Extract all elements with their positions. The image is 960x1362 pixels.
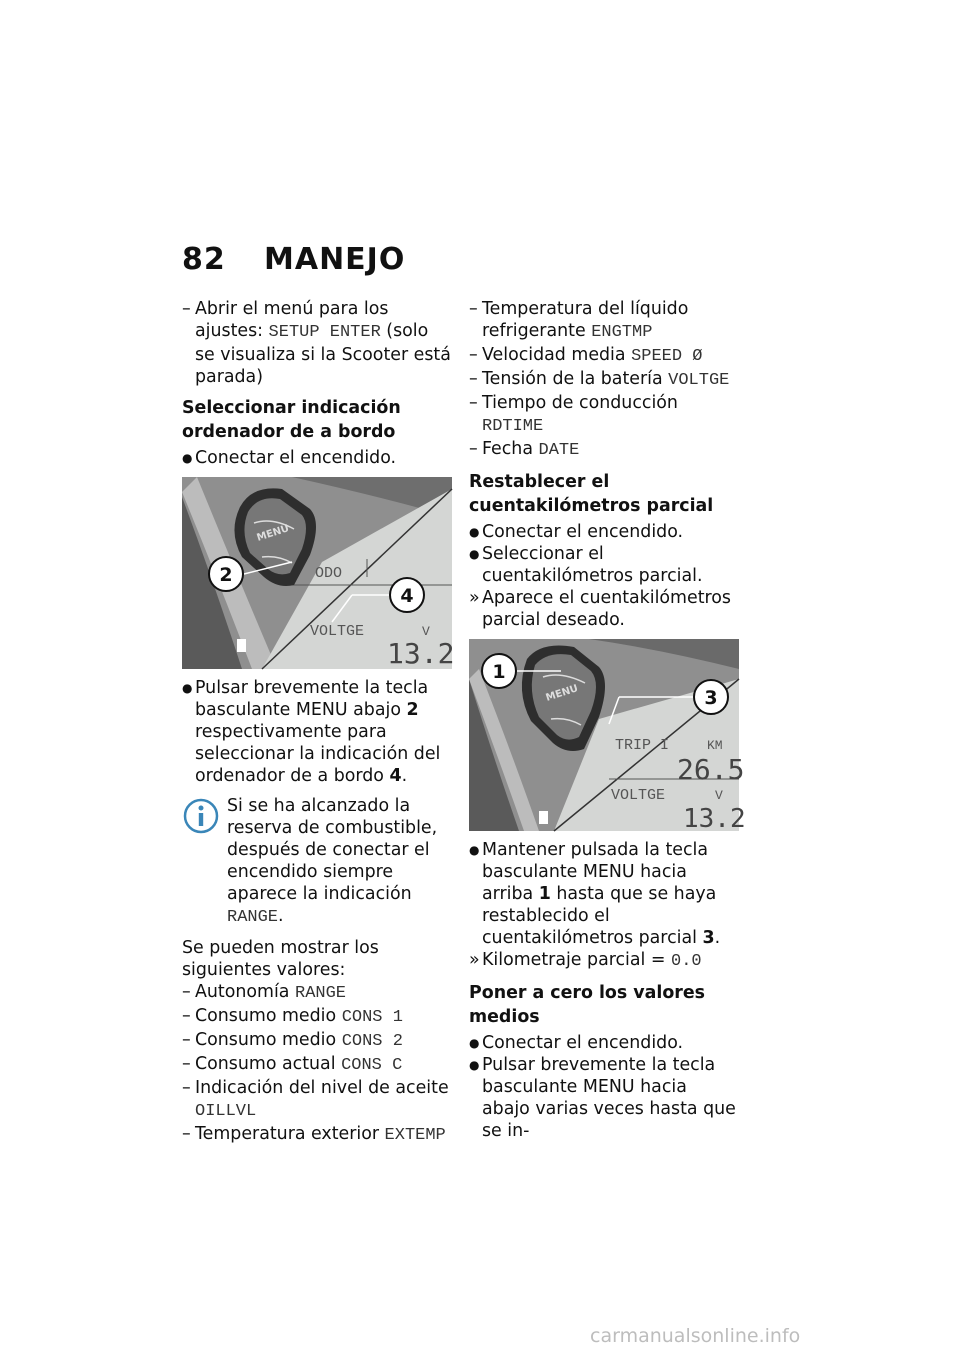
code-setup-enter: SETUP ENTER (268, 323, 381, 342)
heading-select-display: Seleccionar indicación ordenador de a bordo (182, 398, 401, 442)
heading-reset-trip: Restablecer el cuentakilómetros parcial (469, 472, 714, 516)
svg-text:TRIP I: TRIP I (615, 737, 670, 754)
bullet-press-menu: ● Pulsar brevemente la tecla basculante MENU abajo 2 respectivamente para seleccionar la indicación del ordenador de a bordo 4. (182, 678, 441, 786)
heading-reset-averages: Poner a cero los valores medios (469, 983, 705, 1027)
left-column (182, 298, 455, 1147)
bullet-ignition-2: ● Conectar el encendido. (469, 522, 684, 542)
bullet-select-trip: ● Seleccionar el cuentakilómetros parcial. (469, 544, 703, 586)
bullet-marker: ● (182, 451, 193, 465)
intro-step: – Abrir el menú para los ajustes: SETUP ENTER (solo se visualiza si la Scooter está parada) (182, 299, 451, 387)
list-item: – Consumo medio CONS 1 (182, 1006, 403, 1027)
svg-text:VOLTGE: VOLTGE (611, 787, 666, 804)
svg-text:13.2: 13.2 (683, 804, 746, 834)
svg-text:4: 4 (400, 585, 414, 607)
svg-text:MENU: MENU (255, 523, 291, 544)
svg-text:2: 2 (219, 564, 233, 586)
svg-text:1: 1 (492, 661, 506, 683)
svg-text:26.5: 26.5 (677, 753, 745, 786)
values-list-left (182, 981, 452, 1147)
dash-marker: – (182, 299, 191, 319)
svg-text:VOLTGE: VOLTGE (310, 623, 365, 640)
figure-menu-up (469, 639, 746, 834)
result-trip-shown: » Aparece el cuentakilómetros parcial deseado. (469, 588, 731, 630)
values-list-right (469, 298, 739, 462)
list-item: – Temperatura exterior EXTEMP (182, 1124, 446, 1145)
bullet-ignition: ● Conectar el encendido. (182, 448, 397, 468)
list-item: – Temperatura del líquido refrigerante ENGTMP (469, 299, 689, 342)
bullet-hold-menu: ● Mantener pulsada la tecla basculante MENU hacia arriba 1 hasta que se haya restablecido el cuentakilómetros parcial 3. (469, 840, 721, 948)
svg-text:V: V (422, 624, 430, 639)
svg-text:MENU: MENU (544, 683, 580, 704)
info-note: Si se ha alcanzado la reserva de combustible, después de conectar el encendido siempre aparece la indicación RANGE. (182, 795, 452, 929)
watermark: carmanualsonline.info (590, 1325, 801, 1347)
list-item: – Tiempo de conducción RDTIME (469, 393, 678, 436)
bullet-ignition-3: ● Conectar el encendido. (469, 1033, 684, 1053)
fuel-icon (237, 639, 246, 652)
info-icon (182, 797, 220, 841)
svg-text:3: 3 (704, 687, 718, 709)
list-item: – Indicación del nivel de aceite OILLVL (182, 1078, 449, 1121)
list-item: – Velocidad media SPEED Ø (469, 345, 703, 366)
list-item: – Autonomía RANGE (182, 982, 347, 1003)
list-item: – Fecha DATE (469, 439, 580, 460)
values-intro: Se pueden mostrar los siguientes valores: (182, 938, 379, 980)
page-header (182, 242, 405, 277)
instrument-cluster-illustration (469, 639, 746, 834)
bullet-press-menu-repeat: ● Pulsar brevemente la tecla basculante MENU hacia abajo varias veces hasta que se in- (469, 1055, 736, 1141)
section-title: MANEJO (264, 242, 406, 277)
right-column (469, 298, 746, 1142)
result-trip-reset: » Kilometraje parcial = 0.0 (469, 950, 702, 971)
list-item: – Consumo medio CONS 2 (182, 1030, 403, 1051)
svg-text:13.2: 13.2 (387, 637, 455, 670)
svg-text:V: V (715, 788, 723, 803)
page-number: 82 (182, 242, 226, 277)
list-item: – Tensión de la batería VOLTGE (469, 369, 730, 390)
svg-text:KM: KM (707, 738, 723, 753)
fuel-icon (539, 811, 548, 824)
list-item: – Consumo actual CONS C (182, 1054, 403, 1075)
instrument-cluster-illustration (182, 477, 455, 670)
figure-menu-down (182, 477, 455, 670)
svg-text:ODO: ODO (315, 565, 343, 582)
